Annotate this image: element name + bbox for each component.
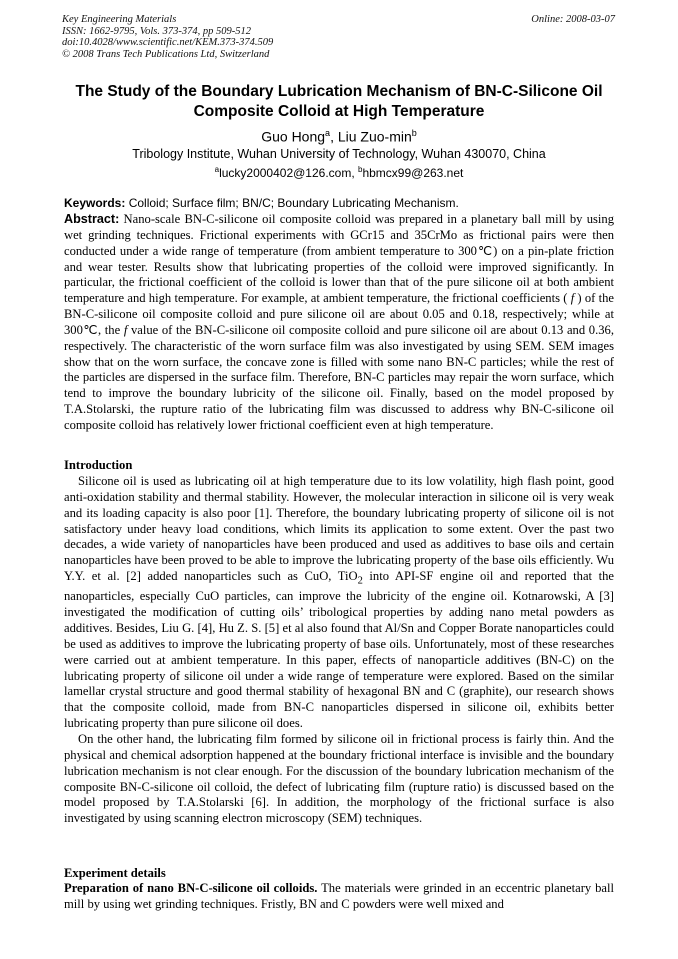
journal-header	[62, 14, 273, 60]
email-separator: ,	[351, 166, 358, 180]
author-separator: ,	[330, 128, 338, 145]
experiment-body	[64, 881, 614, 913]
intro-subscript-2: 2	[357, 575, 363, 587]
keywords	[64, 196, 614, 212]
copyright-line: © 2008 Trans Tech Publications Ltd, Switzerland	[62, 48, 270, 60]
author-1: Guo Hong	[261, 128, 326, 145]
intro-p1-text-a: Silicone oil is used as lubricating oil at high temperature due to its low volatility, high flash point, good anti-oxidation stability and thermal stability. However, the molecular interaction in silicone oil is very weak and its loading capacity is also poor [1]. Therefore, the boundary lubricating property of silicone oil is not satisfactory under heavy load conditions, which limits its application to some extent. Over the past two decades, a wide variety of nanoparticles have been produced and used as additives to base oils and certain nanoparticles have been proved to be able to improve the lubricating property of the base oils efficiently. Wu Y.Y. et al. [2] added nanoparticles such as CuO, TiO	[64, 474, 614, 584]
intro-p1-text-b: into API-SF engine oil and reported that the nanoparticles, especially CuO particles, can improve the lubricity of the engine oil. Kotnarowski, A [3] investigated the modification of cutting oils’ tribological properties by adding nano metal powders as additives. Besides, Liu G. [4], Hu Z. S. [5] et al also found that Al/Sn and Copper Borate nanoparticles could be used as additives to improve the lubricating property of base oils. Unfortunately, most of these researches were carried out at ambient temperature. In this paper, effects of nanoparticle additives (BN-C) on the lubricating property of silicone oil under a wide range of temperature were explored. Based on the similar lamellar crystal structure and good thermal stability of hexagonal BN and C (graphite), our research shows that the composite colloid, made from BN-C nanoparticles dispersed in silicone oil, exhibits better lubricating property than pure silicone oil does.	[64, 569, 614, 731]
keywords-text: Colloid; Surface film; BN/C; Boundary Lubricating Mechanism.	[125, 196, 459, 210]
author-1-affil-mark: a	[325, 128, 331, 138]
email-a: lucky2000402@126.com	[219, 166, 352, 180]
abstract-text-3: value of the BN-C-silicone oil composite colloid and pure silicone oil are about 0.13 and 0.36, respectively. The characteristic of the worn surface film was also investigated by using SEM. SEM images show that on the worn surface, the concave zone is filled with some nano BN-C particles; while the rest of the particles are dispersed in the surface film. Therefore, BN-C particles may repair the worn surface, which tend to improve the boundary lubricity of the silicone oil. Finally, based on the model proposed by T.A.Stolarski, the rupture ratio of the lubricating film was discussed to address why BN-C-silicone oil composite colloid has relatively lower frictional coefficient even at high temperature.	[64, 322, 614, 432]
introduction-body	[64, 474, 614, 827]
paper-title: The Study of the Boundary Lubrication Mechanism of BN-C-Silicone Oil Composite Colloid at High Temperature	[75, 83, 603, 120]
abstract	[64, 212, 614, 434]
abstract-text-2: ) of the BN-C-silicone oil composite colloid and pure silicone oil are about 0.05 and 0.18, respectively; while at 300℃, the	[64, 291, 614, 337]
email-b-mark: b	[358, 165, 363, 174]
abstract-symbol-f-2: f	[123, 322, 128, 337]
author-line	[62, 124, 616, 146]
issn-line: ISSN: 1662-9795, Vols. 373-374, pp 509-512	[62, 25, 251, 37]
keywords-label: Keywords:	[64, 196, 126, 210]
abstract-label: Abstract:	[64, 212, 120, 226]
email-a-mark: a	[214, 165, 220, 174]
affiliation: Tribology Institute, Wuhan University of Technology, Wuhan 430070, China	[132, 147, 546, 161]
author-2: Liu Zuo-min	[337, 128, 412, 145]
online-date: Online: 2008-03-07	[531, 14, 615, 25]
introduction-paragraph-2: On the other hand, the lubricating film formed by silicone oil in frictional process is fairly thin. And the physical and chemical adsorption happened at the boundary frictional interface is invisible and the boundary lubrication mechanism is not clear enough. For the discussion of the boundary lubrication mechanism of the composite BN-C-silicone oil colloid, the defect of lubricating film (rupture ratio) is discussed based on the model proposed by T.A.Stolarski [6]. In addition, the morphology of the frictional surface is also investigated by using scanning electron microscopy (SEM) techniques.	[64, 732, 614, 826]
abstract-text-1: Nano-scale BN-C-silicone oil composite colloid was prepared in a planetary ball mill by using wet grinding techniques. Frictional experiments with GCr15 and 35CrMo as frictional pairs were then conducted under a wide range of temperature (from ambient temperature to 300℃) on a pin-plate friction and wear tester. Results show that lubricating properties of the colloid were improved significantly. In particular, the frictional coefficient of the colloid is lower than that of the pure silicone oil at both ambient temperature and high temperature. For example, at ambient temperature, the frictional coefficients (	[64, 212, 614, 306]
experiment-heading: Experiment details	[64, 866, 166, 880]
introduction-paragraph-1	[64, 474, 614, 732]
abstract-symbol-f-1: f	[570, 291, 575, 306]
journal-name: Key Engineering Materials	[62, 14, 177, 25]
email-line	[62, 162, 616, 181]
doi-line: doi:10.4028/www.scientific.net/KEM.373-374.509	[62, 37, 274, 48]
introduction-heading: Introduction	[64, 458, 133, 472]
email-b: hbmcx99@263.net	[362, 166, 464, 180]
author-2-affil-mark: b	[411, 128, 417, 138]
experiment-subheading: Preparation of nano BN-C-silicone oil colloids.	[64, 881, 318, 895]
experiment-text: The materials were grinded in an eccentric planetary ball mill by using wet grinding techniques. Fristly, BN and C powders were well mixed and	[64, 881, 614, 911]
